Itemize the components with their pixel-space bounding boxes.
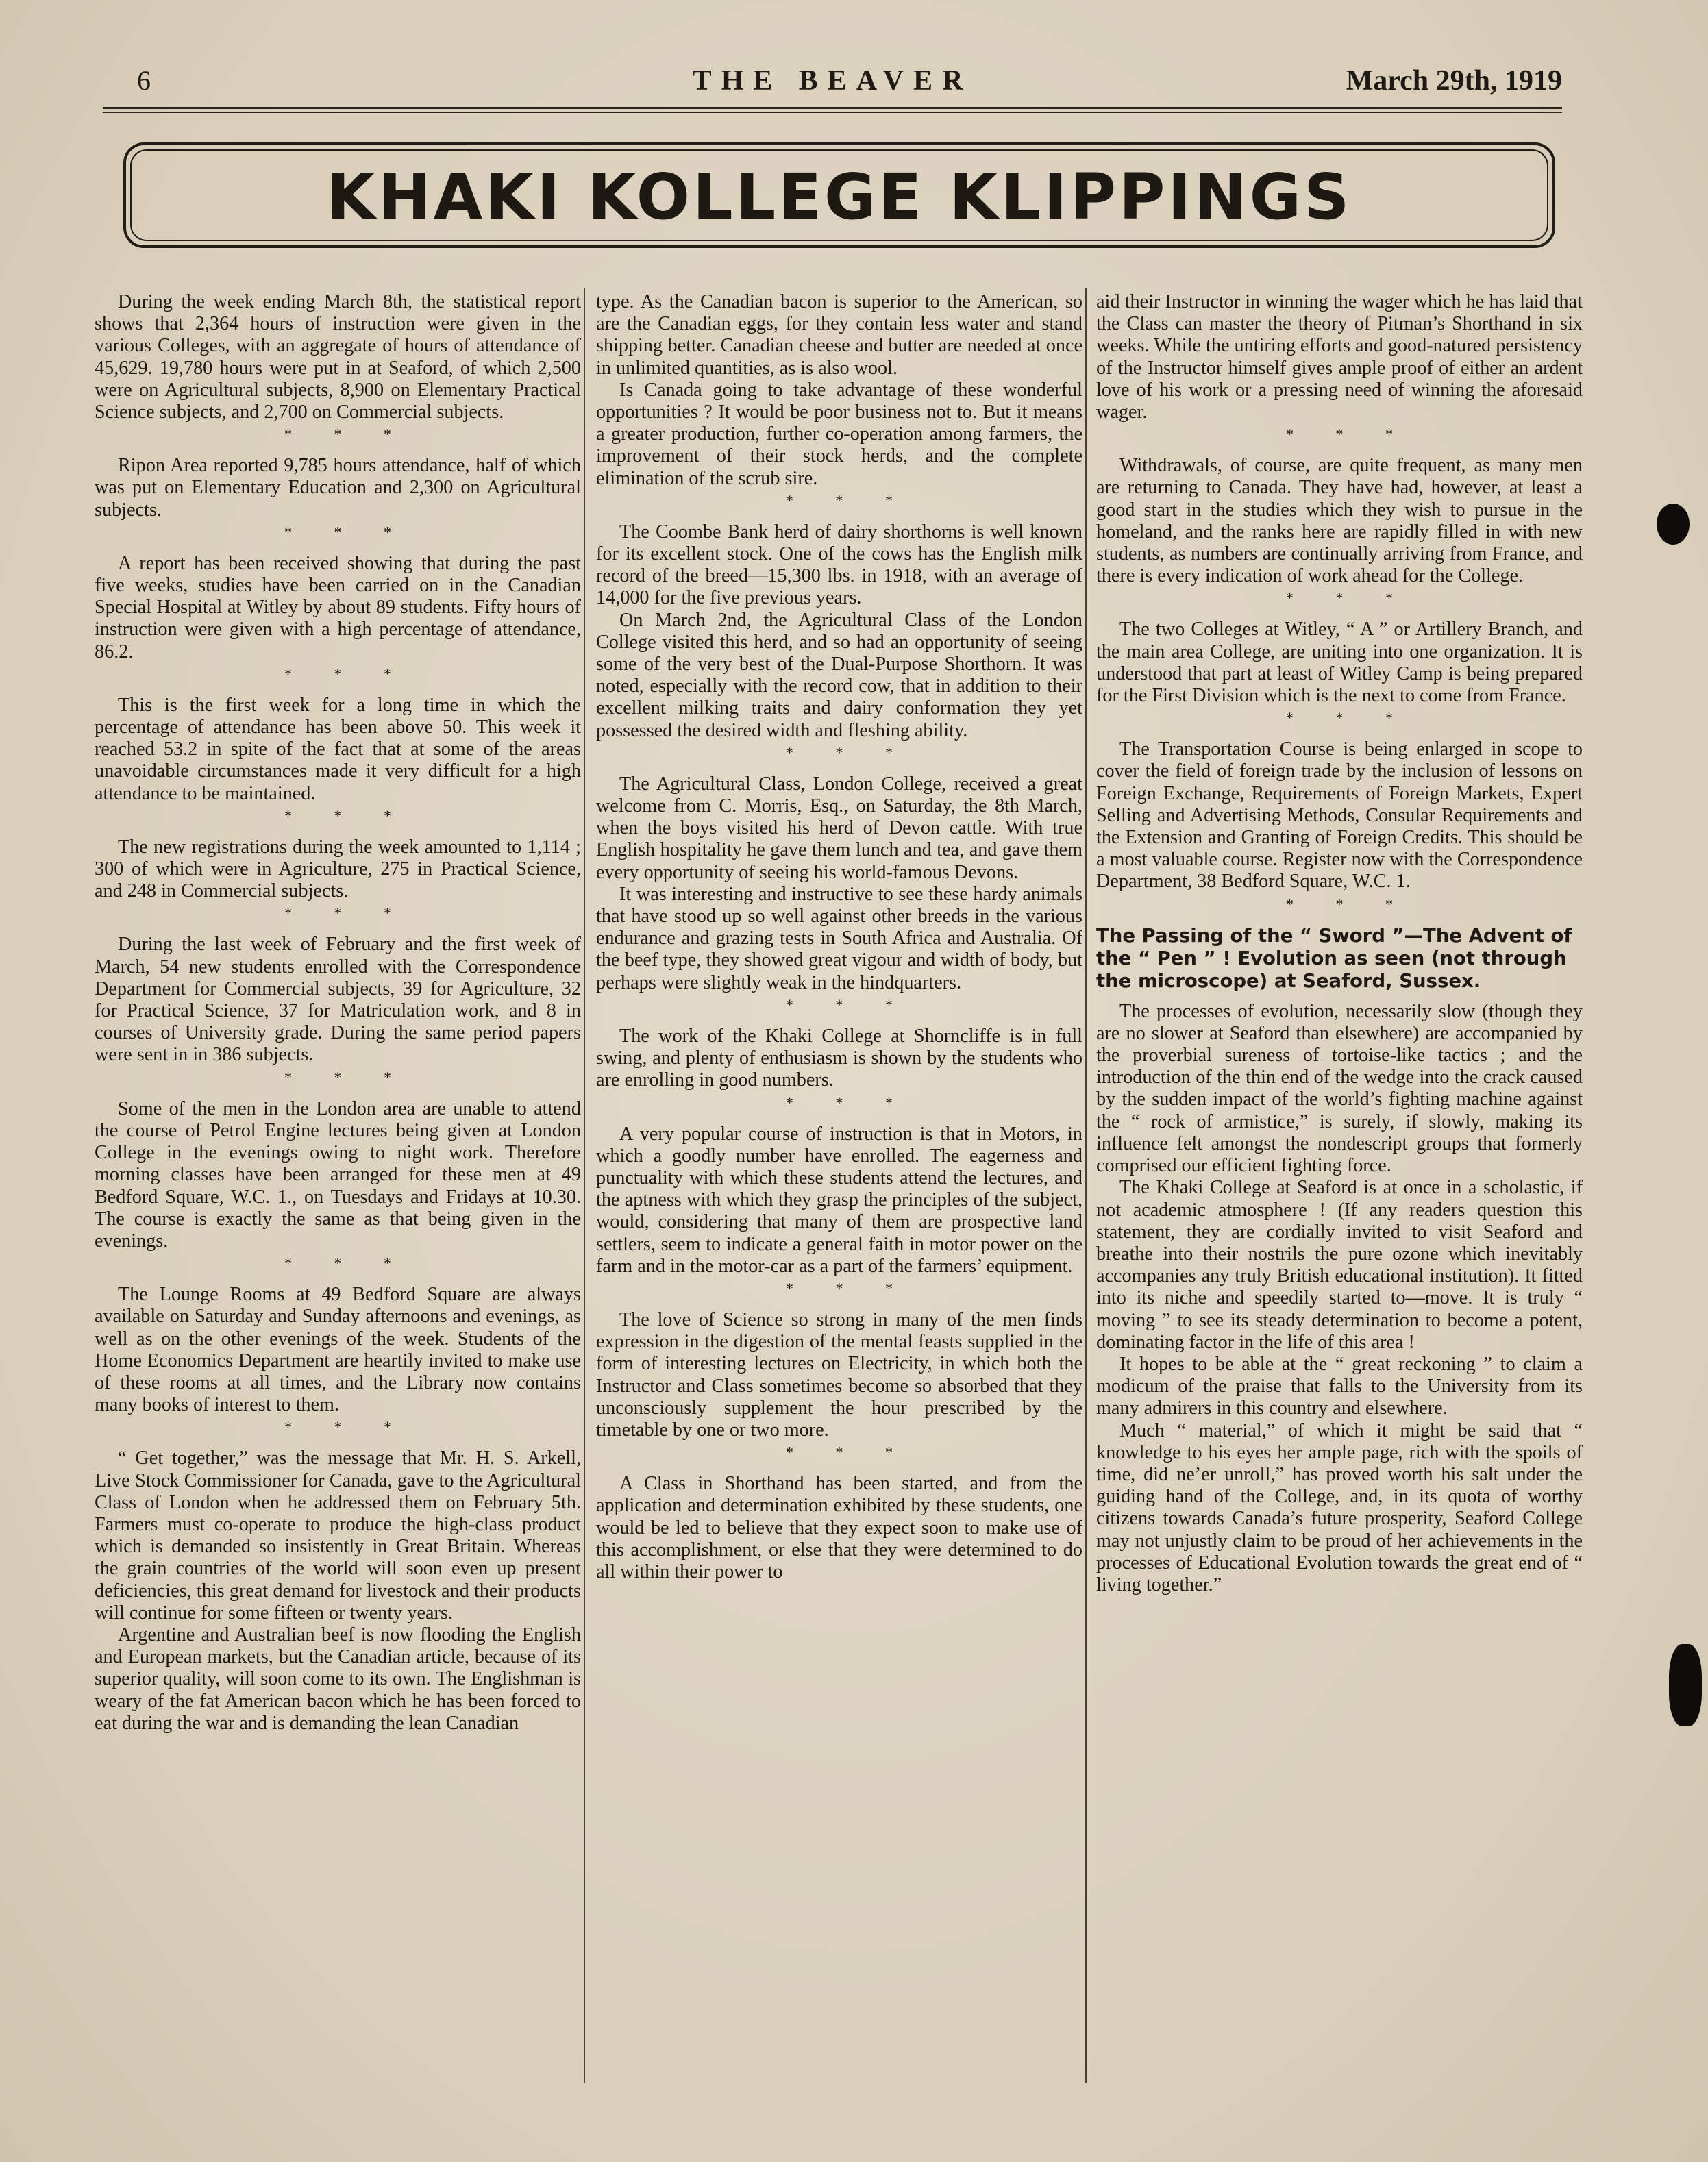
section-banner: [110, 130, 1569, 260]
punch-hole-mark: [1669, 1644, 1702, 1726]
article-paragraph: The Agricultural Class, London College, received a great welcome from C. Morris, Esq., on Saturday, the 8th March, when the boys visited his herd of Devon cattle. With true English hospitality he gave them lunch and tea, and gave them every opportunity of seeing his world-famous Devons.: [596, 773, 1082, 883]
article-paragraph: Is Canada going to take advantage of these wonderful opportunities ? It would be poor business not to. But it means a greater production, further co-operation among farmers, the improvement of their stock herds, and the complete elimination of the scrub sire.: [596, 379, 1082, 489]
article-paragraph: The two Colleges at Witley, “ A ” or Artillery Branch, and the main area College, are uniting into one organization. It is understood that part at least of Witley Camp is being prepared for the First Division which is the next to come from France.: [1096, 619, 1583, 707]
separator: * * *: [284, 806, 410, 824]
article-paragraph: The Transportation Course is being enlarged in scope to cover the field of foreign trade by the inclusion of lessons on Foreign Exchange, Requirements of Foreign Markets, Expert Selling and Advertising Methods, Consular Requirements and the Extension and Granting of Foreign Credits. This should be a most valuable course. Register now with the Correspondence Department, 38 Bedford Square, W.C. 1.: [1096, 738, 1583, 893]
article-paragraph: The Khaki College at Seaford is at once in a scholastic, if not academic atmosphere ! (If any readers question this statement, they are cordially invited to visit Seaford and breathe into their nostrils the pure ozone which inevitably accompanies any truly British educational institution). It fitted into its niche and speedily started to—move. It is truly “ moving ” to see its steady determination to become a potent, dominating factor in the life of this area !: [1096, 1177, 1583, 1353]
article-paragraph: Much “ material,” of which it might be said that “ knowledge to his eyes her ample page, rich with the spoils of time, did ne’er unroll,” has proved worth his salt under the guiding hand of the College, and, in its quota of worthy citizens towards Canada’s future prosperity, Seaford College may not unjustly claim to be proud of her achievements in the processes of Educational Evolution towards the great end of “ living together.”: [1096, 1419, 1583, 1595]
article-paragraph: A Class in Shorthand has been started, and from the application and determination exhibited by these students, one would be led to believe that they expect soon to make use of this accomplishment, or else that they were determined to do all within their power to: [596, 1473, 1082, 1582]
separator: * * *: [786, 743, 912, 761]
column-2: [596, 291, 1082, 1583]
separator: * * *: [1286, 895, 1412, 912]
article-paragraph: During the last week of February and the first week of March, 54 new students enrolled with the Correspondence Department for Commercial subjects, 39 for Agriculture, 32 for Practical Science, 37 for Matriculation work, and 8 in courses of University grade. During the same period papers were sent in in 386 subjects.: [95, 934, 581, 1066]
separator: * * *: [1286, 425, 1412, 443]
article-paragraph: It was interesting and instructive to see these hardy animals that have stood up so well against other breeds in the various endurance and grazing tests in South Africa and Australia. Of the beef type, they showed great vigour and width of body, but perhaps were slightly weak in the hindquarters.: [596, 883, 1082, 993]
column-rule: [584, 288, 585, 2083]
article-paragraph: aid their Instructor in winning the wager which he has laid that the Class can master the theory of Pitman’s Shorthand in six weeks. While the untiring efforts and good-natured persistency of the Instructor himself gives ample proof of either an ardent love of his work or a pressing need of winning the aforesaid wager.: [1096, 291, 1583, 423]
punch-hole-mark: [1657, 504, 1690, 545]
article-paragraph: Argentine and Australian beef is now flooding the English and European markets, but the Canadian article, because of its superior quality, will soon come to its own. The Englishman is weary of the fat American bacon which he has been forced to eat during the war and is demanding the lean Canadian: [95, 1624, 581, 1734]
article-paragraph: During the week ending March 8th, the statistical report shows that 2,364 hours of instruction were given in the various Colleges, with an aggregate of hours of attendance of 45,629. 19,780 hours were put in at Seaford, of which 2,500 were on Agricultural subjects, 8,900 on Elementary Practical Science subjects, and 2,700 on Commercial subjects.: [95, 291, 581, 423]
separator: * * *: [786, 1443, 912, 1461]
separator: * * *: [284, 1068, 410, 1086]
article-paragraph: The new registrations during the week amounted to 1,114 ; 300 of which were in Agriculture, 275 in Practical Science, and 248 in Commercial subjects.: [95, 836, 581, 902]
publication-name: THE BEAVER: [692, 65, 973, 97]
article-paragraph: The work of the Khaki College at Shorncliffe is in full swing, and plenty of enthusiasm is shown by the students who are enrolling in good numbers.: [596, 1025, 1082, 1091]
article-paragraph: The Lounge Rooms at 49 Bedford Square are always available on Saturday and Sunday afternoons and evenings, as well as on the other evenings of the week. Students of the Home Economics Department are heartily invited to make use of these rooms at all times, and the Library now contains many books of interest to them.: [95, 1284, 581, 1416]
page-header: [103, 60, 1562, 108]
issue-date: March 29th, 1919: [1346, 65, 1562, 97]
article-paragraph: On March 2nd, the Agricultural Class of the London College visited this herd, and so had an opportunity of seeing some of the very best of the Dual-Purpose Shorthorn. It was noted, especially with the record cow, that in addition to their excellent milking traits and dairy conformation they yet possessed the desired width and fleshing ability.: [596, 609, 1082, 741]
page-number: 6: [137, 65, 151, 96]
header-rule: [103, 107, 1562, 109]
section-title: KHAKI KOLLEGE KLIPPINGS: [326, 160, 1352, 234]
article-subheading: The Passing of the “ Sword ”—The Advent of the “ Pen ” ! Evolution as seen (not through the microscope) at Seaford, Sussex.: [1096, 924, 1572, 992]
separator: * * *: [284, 1254, 410, 1272]
article-paragraph: A very popular course of instruction is that in Motors, in which a goodly number have enrolled. The eagerness and punctuality with which these students attend the lectures, and the aptness with which they grasp the principles of the subject, would, considering that many of them are prospective land settlers, seem to indicate a general faith in motor power on the farm and in the motor-car as a part of the farmers’ equipment.: [596, 1123, 1082, 1277]
article-paragraph: “ Get together,” was the message that Mr. H. S. Arkell, Live Stock Commissioner for Canada, gave to the Agricultural Class of London when he addressed them on February 5th. Farmers must co-operate to produce the high-class product which is demanded so insistently in Great Britain. Whereas the grain countries of the world will soon even up present deficiencies, this great demand for livestock and their products will continue for some fifteen or twenty years.: [95, 1447, 581, 1624]
separator: * * *: [786, 1093, 912, 1111]
article-paragraph: The processes of evolution, necessarily slow (though they are no slower at Seaford than elsewhere) are accompanied by the proverbial sureness of tortoise-like tactics ; and the introduction of the thin end of the wedge into the crack caused by the sudden impact of the world’s fighting machine against the “ rock of armistice,” is surely, if slowly, making its influence felt amongst the nondescript groups that formerly comprised our efficient fighting force.: [1096, 1000, 1583, 1177]
separator: * * *: [284, 664, 410, 682]
article-paragraph: The love of Science so strong in many of the men finds expression in the digestion of the mental feasts supplied in the form of interesting lectures on Electricity, in which both the Instructor and Class sometimes become so absorbed that they unconsciously supplement the hour prescribed by the timetable by one or two more.: [596, 1308, 1082, 1441]
separator: * * *: [284, 425, 410, 443]
separator: * * *: [786, 491, 912, 509]
article-paragraph: Withdrawals, of course, are quite frequent, as many men are returning to Canada. They have had, however, at least a good start in the studies which they wish to pursue in the homeland, and the ranks here are rapidly filled in with new students, as numbers are continually arriving from France, and there is every indication of work ahead for the College.: [1096, 455, 1583, 587]
separator: * * *: [284, 904, 410, 922]
separator: * * *: [786, 1279, 912, 1297]
column-rule: [1085, 288, 1087, 2083]
separator: * * *: [284, 523, 410, 540]
separator: * * *: [1286, 589, 1412, 607]
separator: * * *: [786, 995, 912, 1013]
separator: * * *: [1286, 709, 1412, 727]
header-rule-thin: [103, 112, 1562, 113]
column-1: [95, 291, 581, 1735]
article-paragraph: The Coombe Bank herd of dairy shorthorns is well known for its excellent stock. One of the cows has the English milk record of the breed—15,300 lbs. in 1918, with an average of 14,000 for the five previous years.: [596, 521, 1082, 609]
column-3: [1096, 291, 1583, 1596]
separator: * * *: [284, 1418, 410, 1436]
article-paragraph: type. As the Canadian bacon is superior to the American, so are the Canadian eggs, for they contain less water and stand shipping better. Canadian cheese and butter are needed at once in unlimited quantities, as is also wool.: [596, 291, 1082, 379]
article-paragraph: Ripon Area reported 9,785 hours attendance, half of which was put on Elementary Education and 2,300 on Agricultural subjects.: [95, 455, 581, 521]
article-paragraph: A report has been received showing that during the past five weeks, studies have been carried on in the Canadian Special Hospital at Witley by about 89 students. Fifty hours of instruction were given with a high percentage of attendance, 86.2.: [95, 552, 581, 662]
article-paragraph: It hopes to be able at the “ great reckoning ” to claim a modicum of the praise that falls to the University from its many admirers in this country and elsewhere.: [1096, 1353, 1583, 1419]
article-paragraph: This is the first week for a long time in which the percentage of attendance has been above 50. This week it reached 53.2 in spite of the fact that at some of the areas unavoidable circumstances made it very difficult for a high attendance to be maintained.: [95, 694, 581, 804]
article-paragraph: Some of the men in the London area are unable to attend the course of Petrol Engine lectures being given at London College in the evenings owing to night work. Therefore morning classes have been arranged for these men at 49 Bedford Square, W.C. 1., on Tuesdays and Fridays at 10.30. The course is exactly the same as that being given in the evenings.: [95, 1097, 581, 1252]
